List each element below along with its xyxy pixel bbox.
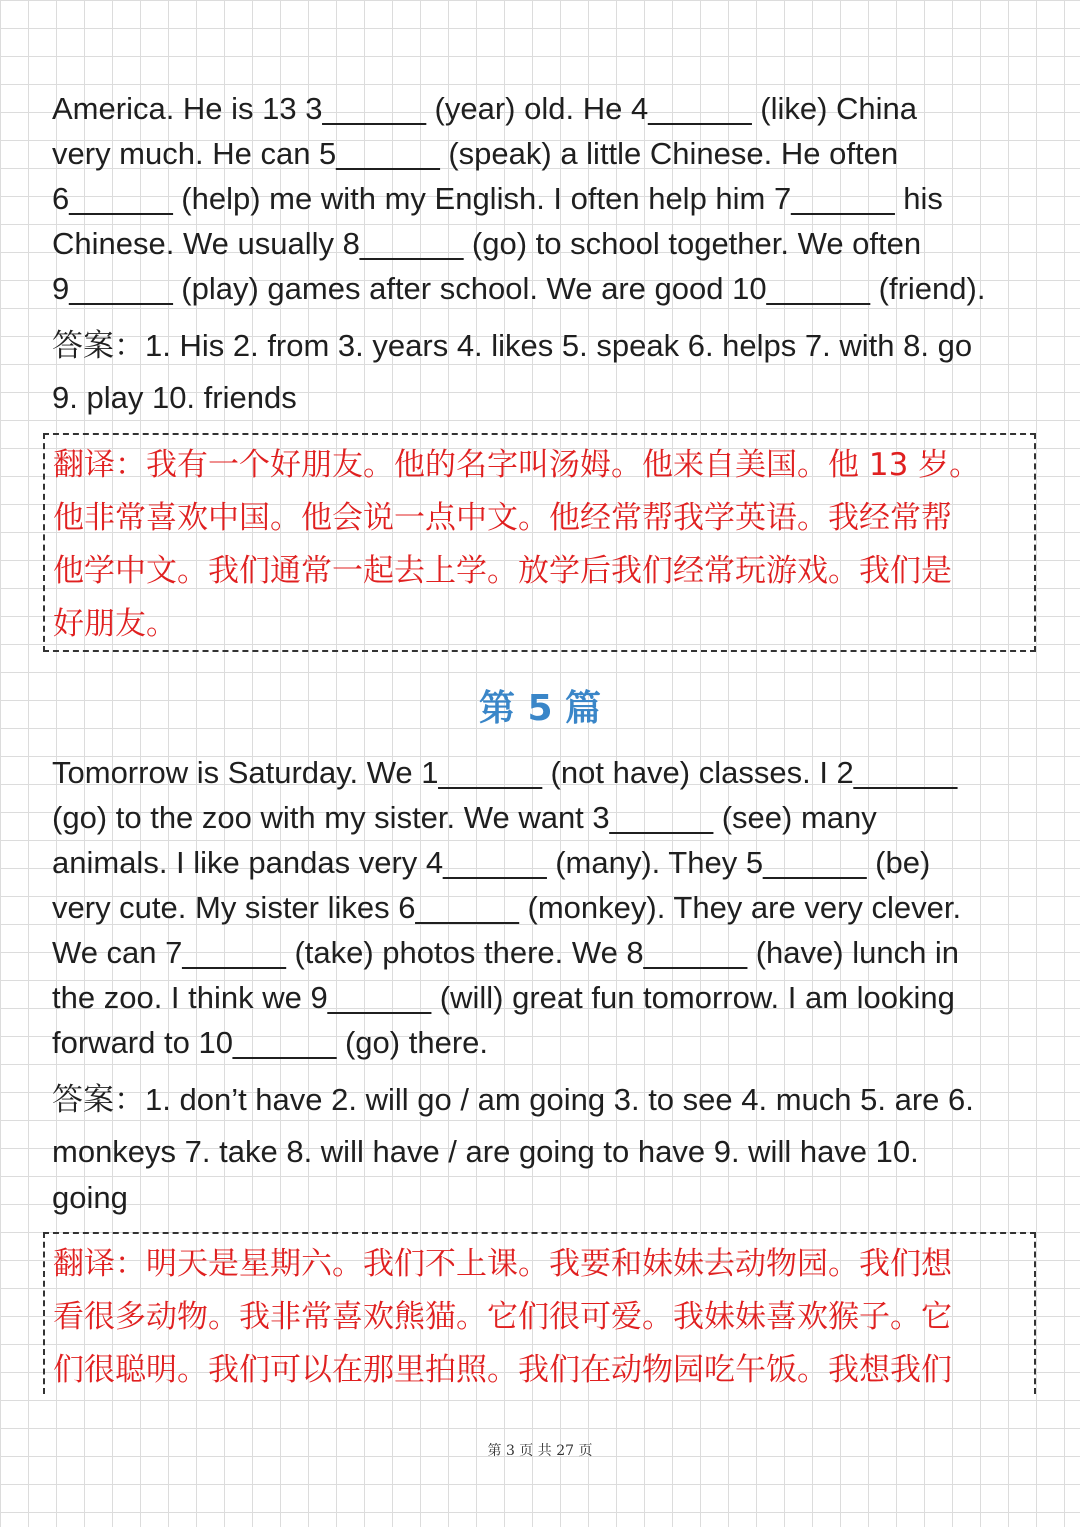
passage-line: very much. He can 5______ (speak) a little Chinese. He often bbox=[52, 136, 899, 171]
passage-line: 6______ (help) me with my English. I often help him 7______ his bbox=[52, 181, 943, 216]
answer-line: going bbox=[52, 1180, 128, 1215]
passage-4-translation bbox=[43, 433, 1036, 652]
translation-line: 看很多动物。我非常喜欢熊猫。它们很可爱。我妹妹喜欢猴子。它 bbox=[53, 1299, 952, 1335]
passage-line: Chinese. We usually 8______ (go) to school together. We often bbox=[52, 226, 922, 261]
passage-line: animals. I like pandas very 4______ (many). They 5______ (be) bbox=[52, 845, 931, 880]
passage-5-text bbox=[52, 750, 1052, 1065]
passage-5-answers bbox=[52, 1074, 1052, 1218]
passage-4-answers bbox=[52, 320, 1052, 424]
translation-line: 翻译：我有一个好朋友。他的名字叫汤姆。他来自美国。他 13 岁。 bbox=[53, 447, 981, 483]
passage-line: Tomorrow is Saturday. We 1______ (not have) classes. I 2______ bbox=[52, 755, 958, 790]
passage-line: We can 7______ (take) photos there. We 8______ (have) lunch in bbox=[52, 935, 960, 970]
section-title: 第 5 篇 bbox=[478, 688, 602, 729]
passage-line: very cute. My sister likes 6______ (monkey). They are very clever. bbox=[52, 890, 962, 925]
page-number-footer: 第 3 页 共 27 页 bbox=[487, 1443, 593, 1459]
answer-line: monkeys 7. take 8. will have / are going to have 9. will have 10. bbox=[52, 1134, 919, 1169]
passage-line: the zoo. I think we 9______ (will) great fun tomorrow. I am looking bbox=[52, 980, 955, 1015]
translation-line: 他非常喜欢中国。他会说一点中文。他经常帮我学英语。我经常帮 bbox=[53, 500, 952, 536]
answer-line: 9. play 10. friends bbox=[52, 380, 297, 415]
answer-line: 答案：1. don’t have 2. will go / am going 3. to see 4. much 5. are 6. bbox=[52, 1082, 974, 1117]
passage-line: (go) to the zoo with my sister. We want 3______ (see) many bbox=[52, 800, 877, 835]
translation-line: 好朋友。 bbox=[53, 606, 177, 642]
passage-line: 9______ (play) games after school. We are good 10______ (friend). bbox=[52, 271, 986, 306]
translation-line: 们很聪明。我们可以在那里拍照。我们在动物园吃午饭。我想我们 bbox=[53, 1352, 952, 1388]
passage-line: forward to 10______ (go) there. bbox=[52, 1025, 488, 1060]
passage-line: America. He is 13 3______ (year) old. He 4______ (like) China bbox=[52, 91, 918, 126]
passage-5-translation bbox=[43, 1232, 1036, 1394]
translation-line: 他学中文。我们通常一起去上学。放学后我们经常玩游戏。我们是 bbox=[53, 553, 952, 589]
answer-line: 答案：1. His 2. from 3. years 4. likes 5. speak 6. helps 7. with 8. go bbox=[52, 328, 973, 363]
passage-4-text bbox=[52, 86, 1052, 311]
translation-line: 翻译：明天是星期六。我们不上课。我要和妹妹去动物园。我们想 bbox=[53, 1246, 952, 1282]
